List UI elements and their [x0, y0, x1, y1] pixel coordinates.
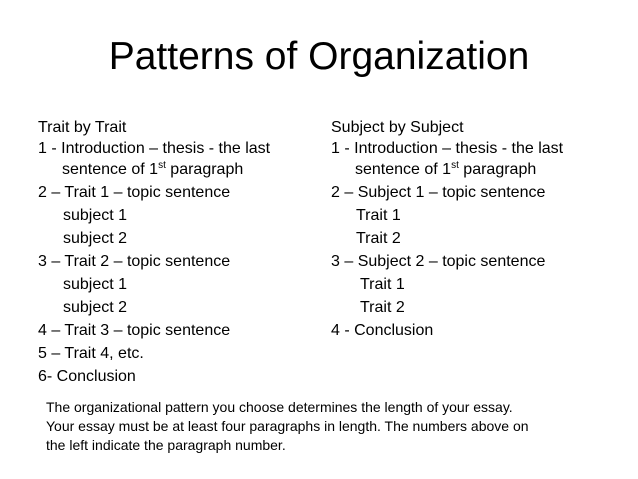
- trait-by-trait-column: [38, 116, 328, 388]
- list-item: Trait 2: [356, 230, 401, 247]
- page-title: Patterns of Organization: [108, 35, 530, 78]
- list-item: 5 – Trait 4, etc.: [38, 345, 144, 362]
- list-item: 2 – Subject 1 – topic sentence: [331, 184, 546, 201]
- list-item: 3 – Subject 2 – topic sentence: [331, 253, 546, 270]
- footnote-line: Your essay must be at least four paragraphs in length. The numbers above on: [46, 418, 529, 434]
- list-item: subject 1: [63, 207, 128, 224]
- subject-by-subject-column: [331, 116, 621, 342]
- list-item: 2 – Trait 1 – topic sentence: [38, 184, 231, 201]
- list-item: Trait 1: [360, 276, 405, 293]
- list-item: subject 2: [63, 299, 128, 316]
- list-item: 3 – Trait 2 – topic sentence: [38, 253, 231, 270]
- list-item-continuation: sentence of 1st paragraph: [62, 160, 244, 178]
- footnote-line: The organizational pattern you choose determines the length of your essay.: [46, 399, 513, 415]
- footnote-line: the left indicate the paragraph number.: [46, 437, 286, 453]
- list-item: 6- Conclusion: [38, 368, 136, 385]
- list-item: 4 - Conclusion: [331, 322, 434, 339]
- column-heading: Trait by Trait: [38, 119, 127, 136]
- list-item: 1 - Introduction – thesis - the last: [38, 140, 271, 157]
- column-heading: Subject by Subject: [331, 119, 464, 136]
- list-item: 4 – Trait 3 – topic sentence: [38, 322, 231, 339]
- list-item: Trait 1: [356, 207, 401, 224]
- list-item: subject 2: [63, 230, 128, 247]
- footnote: [46, 398, 626, 455]
- list-item: Trait 2: [360, 299, 405, 316]
- list-item: 1 - Introduction – thesis - the last: [331, 140, 564, 157]
- list-item-continuation: sentence of 1st paragraph: [355, 160, 537, 178]
- list-item: subject 1: [63, 276, 128, 293]
